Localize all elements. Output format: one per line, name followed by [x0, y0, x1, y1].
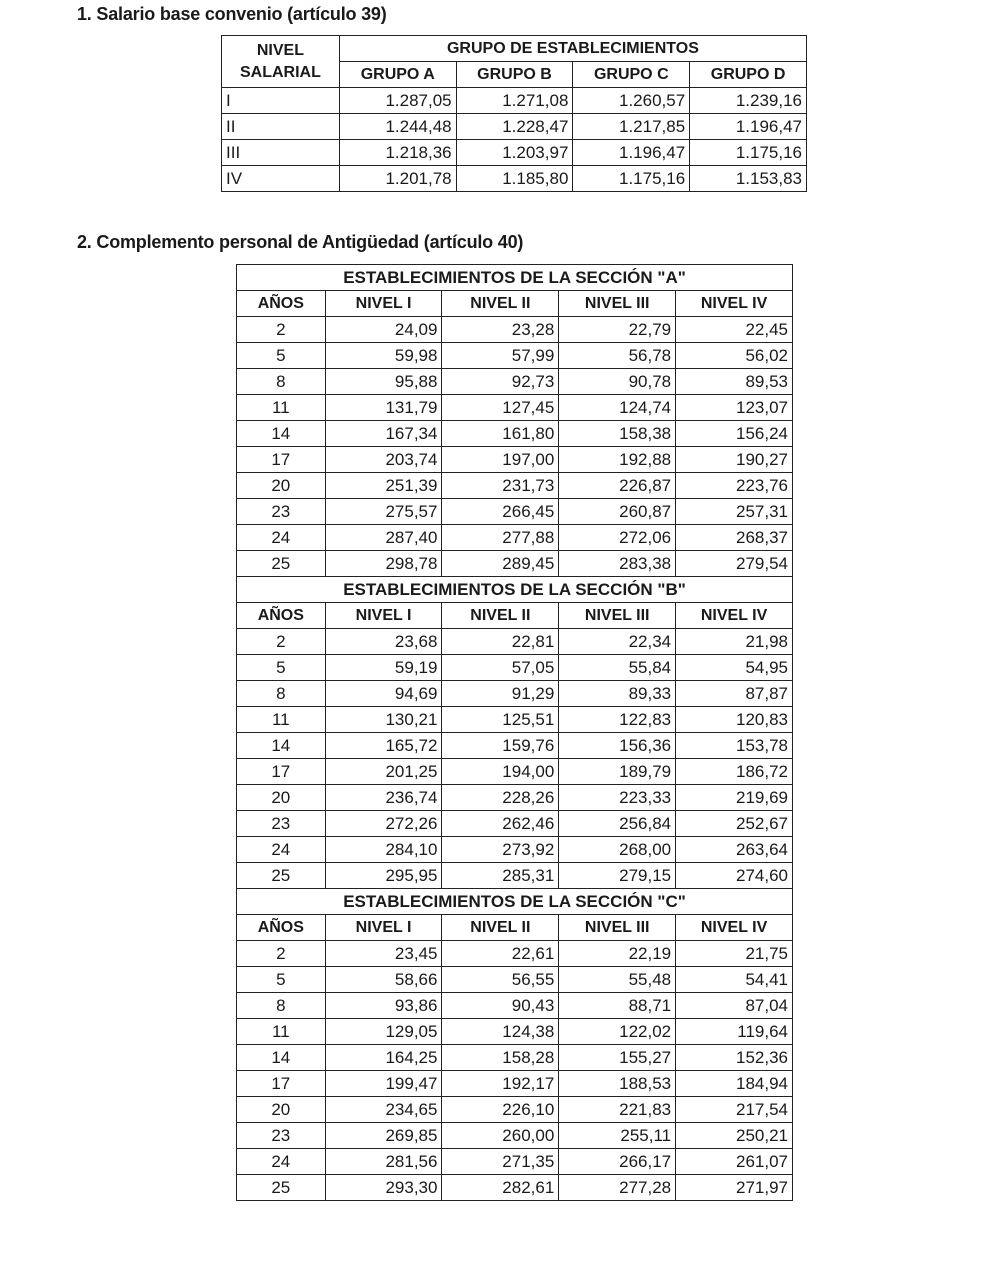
antiguedad-cell: 22,61: [442, 941, 559, 967]
section-label: ESTABLECIMIENTOS DE LA SECCIÓN "A": [237, 265, 793, 291]
anos-cell: 2: [237, 629, 326, 655]
antiguedad-cell: 271,35: [442, 1149, 559, 1175]
table-row: [237, 1019, 793, 1045]
antiguedad-cell: 89,53: [676, 369, 793, 395]
table-row: [237, 551, 793, 577]
antiguedad-cell: 23,45: [325, 941, 442, 967]
antiguedad-cell: 92,73: [442, 369, 559, 395]
antiguedad-cell: 56,02: [676, 343, 793, 369]
column-header-anos: AÑOS: [237, 291, 326, 317]
antiguedad-cell: 122,02: [559, 1019, 676, 1045]
antiguedad-cell: 231,73: [442, 473, 559, 499]
antiguedad-cell: 59,98: [325, 343, 442, 369]
antiguedad-cell: 22,45: [676, 317, 793, 343]
antiguedad-cell: 164,25: [325, 1045, 442, 1071]
antiguedad-cell: 153,78: [676, 733, 793, 759]
antiguedad-cell: 275,57: [325, 499, 442, 525]
antiguedad-cell: 269,85: [325, 1123, 442, 1149]
anos-cell: 11: [237, 707, 326, 733]
section-label: ESTABLECIMIENTOS DE LA SECCIÓN "C": [237, 889, 793, 915]
antiguedad-cell: 56,55: [442, 967, 559, 993]
antiguedad-cell: 129,05: [325, 1019, 442, 1045]
salary-cell: 1.185,80: [456, 166, 573, 192]
antiguedad-cell: 192,88: [559, 447, 676, 473]
table-row: [237, 525, 793, 551]
antiguedad-cell: 261,07: [676, 1149, 793, 1175]
column-header-nivel: NIVEL II: [442, 603, 559, 629]
antiguedad-cell: 23,28: [442, 317, 559, 343]
column-header-nivel: NIVEL II: [442, 291, 559, 317]
antiguedad-cell: 89,33: [559, 681, 676, 707]
antiguedad-cell: 285,31: [442, 863, 559, 889]
salary-cell: 1.203,97: [456, 140, 573, 166]
table-row: [222, 140, 807, 166]
antiguedad-cell: 255,11: [559, 1123, 676, 1149]
antiguedad-cell: 266,17: [559, 1149, 676, 1175]
anos-cell: 2: [237, 317, 326, 343]
antiguedad-cell: 260,00: [442, 1123, 559, 1149]
antiguedad-cell: 189,79: [559, 759, 676, 785]
antiguedad-cell: 55,84: [559, 655, 676, 681]
salary-cell: 1.244,48: [339, 114, 456, 140]
antiguedad-cell: 22,19: [559, 941, 676, 967]
anos-cell: 23: [237, 1123, 326, 1149]
salary-cell: 1.218,36: [339, 140, 456, 166]
nivel-cell: III: [222, 140, 340, 166]
antiguedad-cell: 167,34: [325, 421, 442, 447]
antiguedad-cell: 152,36: [676, 1045, 793, 1071]
anos-cell: 17: [237, 1071, 326, 1097]
table-row: [237, 655, 793, 681]
salary-cell: 1.260,57: [573, 88, 690, 114]
table-row: [237, 1097, 793, 1123]
antiguedad-cell: 130,21: [325, 707, 442, 733]
table-row: [237, 733, 793, 759]
table-row: [237, 395, 793, 421]
table-row: [237, 681, 793, 707]
anos-cell: 11: [237, 1019, 326, 1045]
table-row: [222, 88, 807, 114]
salary-cell: 1.201,78: [339, 166, 456, 192]
antiguedad-cell: 22,81: [442, 629, 559, 655]
antiguedad-cell: 263,64: [676, 837, 793, 863]
salary-cell: 1.228,47: [456, 114, 573, 140]
antiguedad-cell: 199,47: [325, 1071, 442, 1097]
table-row: [237, 811, 793, 837]
antiguedad-cell: 159,76: [442, 733, 559, 759]
antiguedad-cell: 131,79: [325, 395, 442, 421]
nivel-salarial-header: NIVEL SALARIAL: [222, 36, 340, 88]
antiguedad-cell: 90,43: [442, 993, 559, 1019]
section-header-row: [237, 265, 793, 291]
table-row: [237, 1149, 793, 1175]
antiguedad-cell: 156,24: [676, 421, 793, 447]
column-header-nivel: NIVEL I: [325, 915, 442, 941]
salary-cell: 1.175,16: [573, 166, 690, 192]
column-header-grupo: GRUPO D: [690, 62, 807, 88]
table-row: [237, 369, 793, 395]
column-header-nivel: NIVEL III: [559, 291, 676, 317]
antiguedad-cell: 124,38: [442, 1019, 559, 1045]
antiguedad-cell: 223,33: [559, 785, 676, 811]
anos-cell: 20: [237, 473, 326, 499]
anos-cell: 14: [237, 421, 326, 447]
table-row: [237, 473, 793, 499]
antiguedad-cell: 274,60: [676, 863, 793, 889]
antiguedad-cell: 279,54: [676, 551, 793, 577]
antiguedad-cell: 54,95: [676, 655, 793, 681]
table-row: [237, 447, 793, 473]
antiguedad-cell: 266,45: [442, 499, 559, 525]
antiguedad-cell: 236,74: [325, 785, 442, 811]
antiguedad-cell: 298,78: [325, 551, 442, 577]
column-header-nivel: NIVEL I: [325, 603, 442, 629]
salary-cell: 1.175,16: [690, 140, 807, 166]
salary-cell: 1.196,47: [690, 114, 807, 140]
antiguedad-cell: 90,78: [559, 369, 676, 395]
antiguedad-cell: 21,75: [676, 941, 793, 967]
antiguedad-cell: 289,45: [442, 551, 559, 577]
antiguedad-cell: 165,72: [325, 733, 442, 759]
section1-title: 1. Salario base convenio (artículo 39): [77, 4, 387, 24]
antiguedad-cell: 56,78: [559, 343, 676, 369]
table-row: [222, 114, 807, 140]
table-row: [237, 863, 793, 889]
antiguedad-cell: 127,45: [442, 395, 559, 421]
nivel-cell: II: [222, 114, 340, 140]
antiguedad-cell: 282,61: [442, 1175, 559, 1201]
salary-cell: 1.271,08: [456, 88, 573, 114]
antiguedad-cell: 279,15: [559, 863, 676, 889]
column-header-nivel: NIVEL IV: [676, 291, 793, 317]
table-row: [237, 837, 793, 863]
anos-cell: 23: [237, 811, 326, 837]
antiguedad-cell: 284,10: [325, 837, 442, 863]
antiguedad-cell: 219,69: [676, 785, 793, 811]
column-header-nivel: NIVEL III: [559, 915, 676, 941]
antiguedad-cell: 277,88: [442, 525, 559, 551]
antiguedad-cell: 59,19: [325, 655, 442, 681]
column-header-nivel: NIVEL III: [559, 603, 676, 629]
antiguedad-cell: 260,87: [559, 499, 676, 525]
anos-cell: 25: [237, 1175, 326, 1201]
antiguedad-cell: 55,48: [559, 967, 676, 993]
antiguedad-cell: 203,74: [325, 447, 442, 473]
anos-cell: 24: [237, 837, 326, 863]
antiguedad-cell: 94,69: [325, 681, 442, 707]
antiguedad-cell: 192,17: [442, 1071, 559, 1097]
antiguedad-cell: 287,40: [325, 525, 442, 551]
antiguedad-cell: 120,83: [676, 707, 793, 733]
antiguedad-cell: 24,09: [325, 317, 442, 343]
table-row: [237, 707, 793, 733]
table-row: [237, 785, 793, 811]
anos-cell: 23: [237, 499, 326, 525]
column-header-anos: AÑOS: [237, 915, 326, 941]
antiguedad-cell: 268,37: [676, 525, 793, 551]
antiguedad-cell: 184,94: [676, 1071, 793, 1097]
column-header-row: [237, 915, 793, 941]
antiguedad-cell: 158,38: [559, 421, 676, 447]
antiguedad-cell: 156,36: [559, 733, 676, 759]
table-row: [222, 166, 807, 192]
antiguedad-cell: 277,28: [559, 1175, 676, 1201]
antiguedad-cell: 257,31: [676, 499, 793, 525]
grupo-establecimientos-header: GRUPO DE ESTABLECIMIENTOS: [339, 36, 806, 62]
table-row: [237, 1071, 793, 1097]
antiguedad-cell: 87,04: [676, 993, 793, 1019]
antiguedad-cell: 273,92: [442, 837, 559, 863]
antiguedad-cell: 57,99: [442, 343, 559, 369]
antiguedad-cell: 234,65: [325, 1097, 442, 1123]
antiguedad-cell: 194,00: [442, 759, 559, 785]
antiguedad-cell: 87,87: [676, 681, 793, 707]
antiguedad-cell: 158,28: [442, 1045, 559, 1071]
table-row: [237, 759, 793, 785]
anos-cell: 17: [237, 759, 326, 785]
antiguedad-cell: 188,53: [559, 1071, 676, 1097]
table-row: [237, 1123, 793, 1149]
table-row: [237, 1045, 793, 1071]
column-header-nivel: NIVEL II: [442, 915, 559, 941]
antiguedad-cell: 21,98: [676, 629, 793, 655]
antiguedad-cell: 283,38: [559, 551, 676, 577]
column-header-nivel: NIVEL I: [325, 291, 442, 317]
nivel-cell: I: [222, 88, 340, 114]
salary-cell: 1.196,47: [573, 140, 690, 166]
table-row: [237, 317, 793, 343]
anos-cell: 2: [237, 941, 326, 967]
antiguedad-cell: 95,88: [325, 369, 442, 395]
anos-cell: 24: [237, 1149, 326, 1175]
column-header-grupo: GRUPO B: [456, 62, 573, 88]
column-header-grupo: GRUPO A: [339, 62, 456, 88]
table-row: [237, 499, 793, 525]
anos-cell: 8: [237, 681, 326, 707]
antiguedad-cell: 22,79: [559, 317, 676, 343]
antiguedad-cell: 256,84: [559, 811, 676, 837]
anos-cell: 11: [237, 395, 326, 421]
salary-cell: 1.153,83: [690, 166, 807, 192]
section2-title: 2. Complemento personal de Antigüedad (artículo 40): [77, 232, 524, 252]
antiguedad-cell: 124,74: [559, 395, 676, 421]
antiguedad-cell: 221,83: [559, 1097, 676, 1123]
antiguedad-cell: 91,29: [442, 681, 559, 707]
anos-cell: 20: [237, 785, 326, 811]
anos-cell: 14: [237, 1045, 326, 1071]
antiguedad-cell: 272,06: [559, 525, 676, 551]
antiguedad-cell: 186,72: [676, 759, 793, 785]
antiguedad-cell: 281,56: [325, 1149, 442, 1175]
antiguedad-cell: 262,46: [442, 811, 559, 837]
anos-cell: 5: [237, 343, 326, 369]
antiguedad-cell: 226,10: [442, 1097, 559, 1123]
section-label: ESTABLECIMIENTOS DE LA SECCIÓN "B": [237, 577, 793, 603]
anos-cell: 8: [237, 993, 326, 1019]
table-row: [237, 343, 793, 369]
column-header-row: [237, 603, 793, 629]
antiguedad-cell: 57,05: [442, 655, 559, 681]
anos-cell: 24: [237, 525, 326, 551]
anos-cell: 25: [237, 863, 326, 889]
antiguedad-cell: 122,83: [559, 707, 676, 733]
anos-cell: 14: [237, 733, 326, 759]
antiguedad-cell: 190,27: [676, 447, 793, 473]
salary-cell: 1.287,05: [339, 88, 456, 114]
column-header-row: [237, 291, 793, 317]
antiguedad-cell: 197,00: [442, 447, 559, 473]
anos-cell: 20: [237, 1097, 326, 1123]
antiguedad-cell: 125,51: [442, 707, 559, 733]
column-header-grupo: GRUPO C: [573, 62, 690, 88]
antiguedad-cell: 293,30: [325, 1175, 442, 1201]
antiguedad-cell: 54,41: [676, 967, 793, 993]
antiguedad-cell: 251,39: [325, 473, 442, 499]
table-row: [237, 993, 793, 1019]
antiguedad-cell: 201,25: [325, 759, 442, 785]
antiguedad-cell: 250,21: [676, 1123, 793, 1149]
table-row: [237, 629, 793, 655]
antiguedad-cell: 295,95: [325, 863, 442, 889]
antiguedad-cell: 119,64: [676, 1019, 793, 1045]
anos-cell: 5: [237, 655, 326, 681]
antiguedad-cell: 161,80: [442, 421, 559, 447]
column-header-nivel: NIVEL IV: [676, 603, 793, 629]
antiguedad-cell: 88,71: [559, 993, 676, 1019]
antiguedad-cell: 271,97: [676, 1175, 793, 1201]
antiguedad-cell: 272,26: [325, 811, 442, 837]
antiguedad-cell: 58,66: [325, 967, 442, 993]
section-header-row: [237, 577, 793, 603]
table-row: [237, 421, 793, 447]
salary-cell: 1.239,16: [690, 88, 807, 114]
salary-cell: 1.217,85: [573, 114, 690, 140]
antiguedad-cell: 252,67: [676, 811, 793, 837]
anos-cell: 8: [237, 369, 326, 395]
anos-cell: 5: [237, 967, 326, 993]
antiguedad-cell: 123,07: [676, 395, 793, 421]
table-row: [237, 941, 793, 967]
antiguedad-cell: 268,00: [559, 837, 676, 863]
antiguedad-cell: 22,34: [559, 629, 676, 655]
antiguedad-cell: 226,87: [559, 473, 676, 499]
antiguedad-cell: 217,54: [676, 1097, 793, 1123]
antiguedad-cell: 228,26: [442, 785, 559, 811]
antiguedad-table: [236, 264, 793, 1201]
antiguedad-cell: 155,27: [559, 1045, 676, 1071]
column-header-nivel: NIVEL IV: [676, 915, 793, 941]
anos-cell: 17: [237, 447, 326, 473]
table-row: [237, 1175, 793, 1201]
section-header-row: [237, 889, 793, 915]
table-row: [237, 967, 793, 993]
nivel-cell: IV: [222, 166, 340, 192]
column-header-anos: AÑOS: [237, 603, 326, 629]
salario-base-table: [221, 35, 807, 192]
antiguedad-cell: 223,76: [676, 473, 793, 499]
anos-cell: 25: [237, 551, 326, 577]
antiguedad-cell: 23,68: [325, 629, 442, 655]
antiguedad-cell: 93,86: [325, 993, 442, 1019]
